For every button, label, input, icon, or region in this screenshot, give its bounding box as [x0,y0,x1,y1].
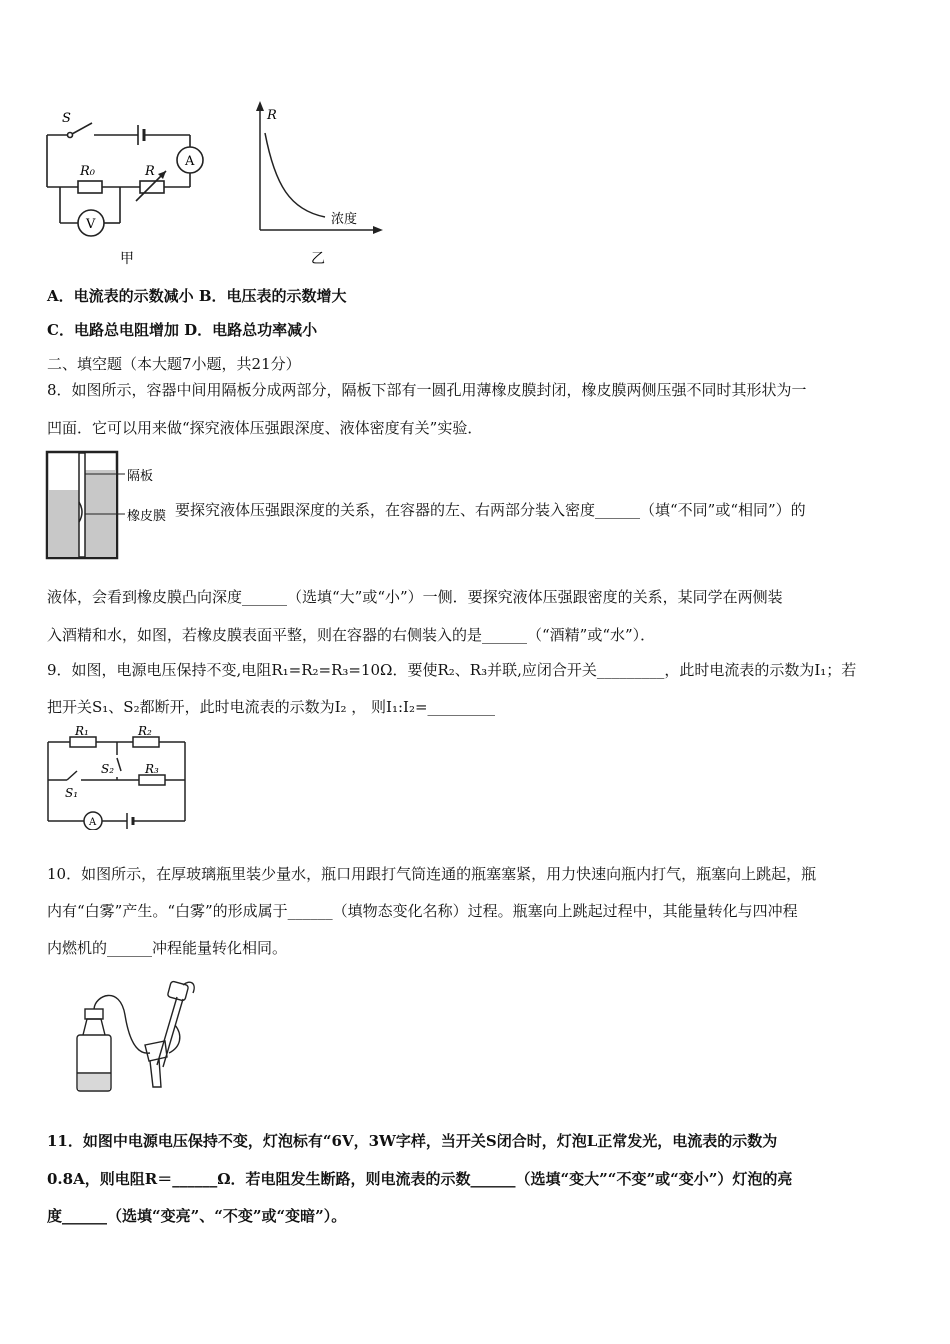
circuit-diagram-jia [40,105,220,270]
r-label: R [145,164,155,179]
q11-line1: 11．如图中电源电压保持不变，灯泡标有“6V，3W字样，当开关S闭合时，灯泡L正常发光，电流表的示数为 [47,1132,778,1150]
bottle-pump-illustration [65,975,205,1100]
q8-line1: 8．如图所示，容器中间用隔板分成两部分，隔板下部有一圆孔用薄橡皮膜封闭，橡皮膜两侧压强不同时其形状为一 [47,381,807,399]
ammeter-label-q9: A [89,817,97,828]
graph-yi [245,95,395,270]
voltmeter-label: V [86,217,96,232]
q11-line3: 度______（选填“变亮”、“不变”或“变暗”）。 [47,1207,347,1225]
q7-options-row2: C．电路总电阻增加 D．电路总功率减小 [47,321,318,339]
r3-label: R₃ [145,762,159,776]
s1-label: S₁ [65,786,79,800]
q10-line1: 10．如图所示，在厚玻璃瓶里装少量水，瓶口用跟打气筒连通的瓶塞塞紧，用力快速向瓶内打气，瓶塞向上跳起，瓶 [47,865,817,883]
s2-label: S₂ [101,762,115,776]
axis-y-label: R [267,108,277,123]
membrane-label: 橡皮膜 [127,509,167,524]
r0-label: R₀ [80,164,95,179]
q10-line2: 内有“白雾”产生。“白雾”的形成属于______（填物态变化名称）过程。瓶塞向上跳起过程中，其能量转化与四冲程 [47,902,798,920]
r2-label: R₂ [138,725,152,738]
q10-line3: 内燃机的______冲程能量转化相同。 [47,939,288,957]
q9-line2: 把开关S₁、S₂都断开，此时电流表的示数为I₂ ， 则I₁:I₂=_________ [47,698,496,716]
q9-line1: 9．如图，电源电压保持不变,电阻R₁=R₂=R₃=10Ω．要使R₂、R₃并联,应闭合开关_________，此时电流表的示数为I₁；若 [47,661,857,679]
q7-options-row1: A．电流表的示数减小 B．电压表的示数增大 [47,287,347,305]
axis-x-label: 浓度 [331,212,358,227]
section-title: 二、填空题（本大题7小题，共21分） [47,355,301,373]
r1-label: R₁ [75,725,89,738]
partition-label: 隔板 [127,469,154,484]
ammeter-label: A [185,154,195,169]
figure-caption-yi: 乙 [311,251,325,267]
container-diagram [45,450,180,562]
circuit-diagram-q9 [45,725,190,830]
q8-line2: 凹面．它可以用来做“探究液体压强跟深度、液体密度有关”实验． [47,419,483,437]
q8-line4: 液体，会看到橡皮膜凸向深度______（选填“大”或“小”）一侧．要探究液体压强跟密度的关系，某同学在两侧装 [47,588,783,606]
switch-label: S [62,111,71,126]
q11-line2: 0.8A，则电阻R＝______Ω．若电阻发生断路，则电流表的示数______（选填“变大”“不变”或“变小”）灯泡的亮 [47,1170,793,1188]
q8-line5: 入酒精和水，如图，若橡皮膜表面平整，则在容器的右侧装入的是______（“酒精”或“水”）． [47,626,656,644]
figure-caption-jia: 甲 [120,251,134,267]
q8-line3: 要探究液体压强跟深度的关系，在容器的左、右两部分装入密度______（填“不同”或“相同”）的 [175,501,806,519]
